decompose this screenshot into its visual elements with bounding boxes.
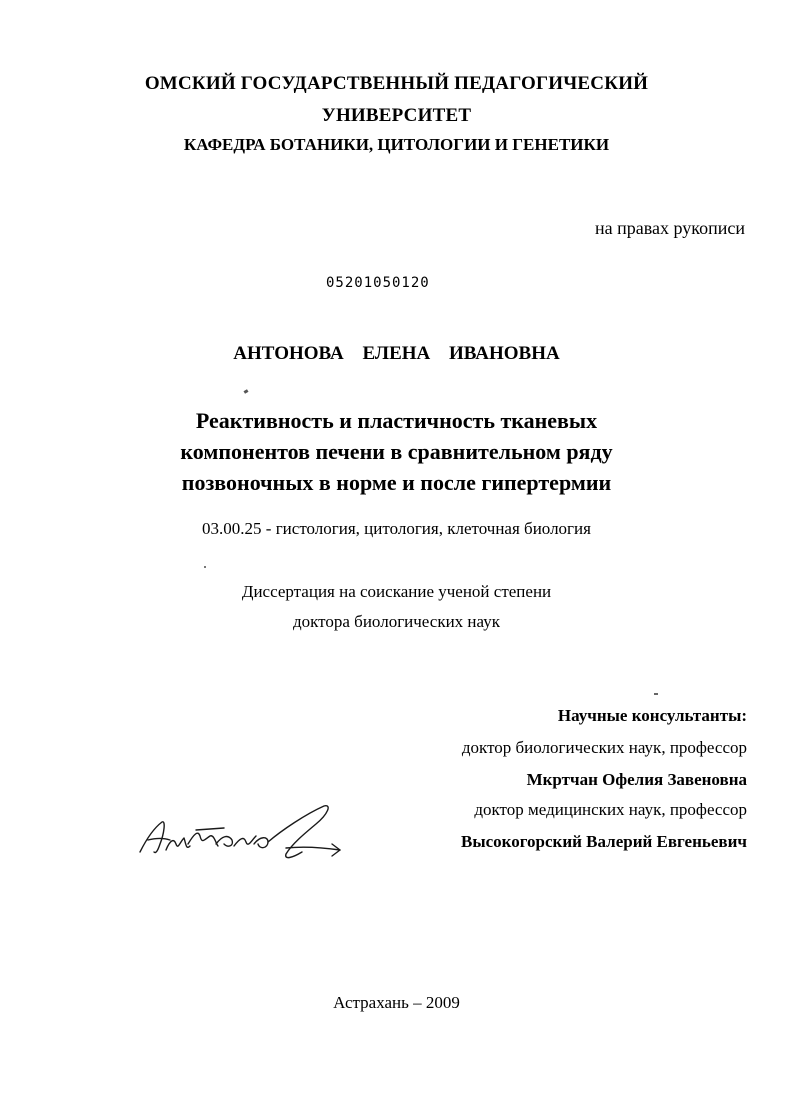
scan-speck <box>204 566 206 568</box>
rights-note: на правах рукописи <box>595 218 745 238</box>
consultant-1-name: Мкртчан Офелия Завеновна <box>526 770 747 789</box>
document-code: 05201050120 <box>326 275 430 291</box>
scan-speck <box>244 389 249 394</box>
specialty-code: 03.00.25 - гистология, цитология, клеточная биология <box>202 519 591 538</box>
university-name-line1: ОМСКИЙ ГОСУДАРСТВЕННЫЙ ПЕДАГОГИЧЕСКИЙ <box>144 73 649 94</box>
dissertation-title <box>0 405 793 498</box>
title-line-1: Реактивность и пластичность тканевых <box>195 408 598 433</box>
department-name: КАФЕДРА БОТАНИКИ, ЦИТОЛОГИИ И ГЕНЕТИКИ <box>183 135 610 154</box>
title-line-2: компонентов печени в сравнительном ряду <box>180 439 613 464</box>
consultant-2-degree: доктор медицинских наук, профессор <box>474 800 747 819</box>
title-line-3: позвоночных в норме и после гипертермии <box>181 470 612 495</box>
university-name-line2: УНИВЕРСИТЕТ <box>321 105 472 126</box>
dissertation-type-line2: доктора биологических наук <box>293 612 500 631</box>
consultants-heading: Научные консультанты: <box>557 706 747 725</box>
consultant-1-degree: доктор биологических наук, профессор <box>461 738 747 757</box>
city-and-year: Астрахань – 2009 <box>333 993 460 1012</box>
author-name: АНТОНОВА ЕЛЕНА ИВАНОВНА <box>233 343 560 364</box>
consultant-2-name: Высокогорский Валерий Евгеньевич <box>461 832 747 851</box>
dissertation-type-line1: Диссертация на соискание ученой степени <box>241 582 552 601</box>
author-signature <box>136 800 346 870</box>
scan-speck <box>654 693 658 695</box>
